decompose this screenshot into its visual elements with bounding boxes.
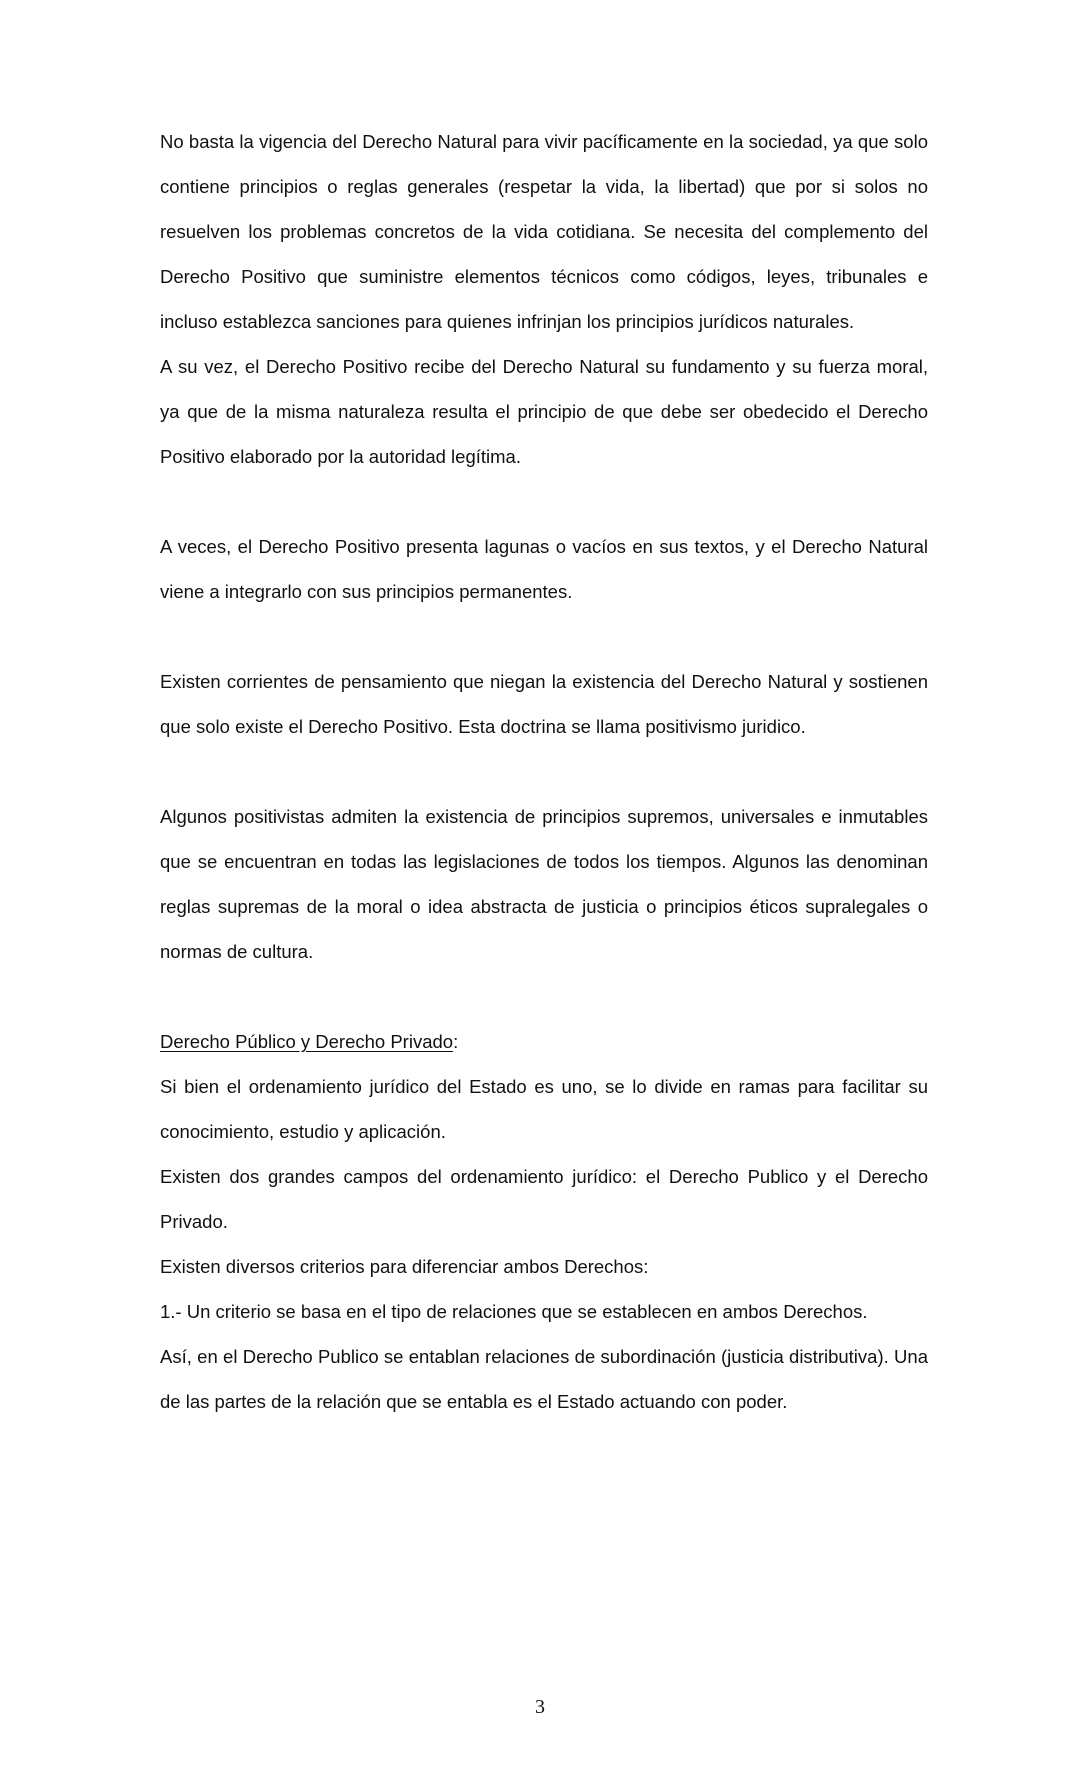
section-heading-text: Derecho Público y Derecho Privado xyxy=(160,1031,454,1052)
document-body xyxy=(160,119,928,1424)
paragraph-lagunas: A veces, el Derecho Positivo presenta lagunas o vacíos en sus textos, y el Derecho Natural viene a integrarlo con sus principios permanentes. xyxy=(160,536,928,602)
section-heading-colon: : xyxy=(453,1031,459,1052)
paragraph-positivismo: Existen corrientes de pensamiento que niegan la existencia del Derecho Natural y sostienen que solo existe el Derecho Positivo. Esta doctrina se llama positivismo juridico. xyxy=(160,671,928,737)
paragraph-derecho-natural: No basta la vigencia del Derecho Natural para vivir pacíficamente en la sociedad, ya que solo contiene principios o reglas generales (respetar la vida, la libertad) que por si solos no resuelven los problemas concretos de la vida cotidiana. Se necesita del complemento del Derecho Positivo que suministre elementos técnicos como códigos, leyes, tribunales e incluso establezca sanciones para quienes infrinjan los principios jurídicos naturales. xyxy=(160,131,928,332)
page-number: 3 xyxy=(535,1696,545,1718)
paragraph-derecho-positivo-fundamento: A su vez, el Derecho Positivo recibe del Derecho Natural su fundamento y su fuerza moral, ya que de la misma naturaleza resulta el principio de que debe ser obedecido el Derecho Positivo elaborado por la autoridad legítima. xyxy=(160,356,928,467)
paragraph-criterios: Existen diversos criterios para diferenciar ambos Derechos: xyxy=(160,1256,649,1277)
paragraph-subordinacion: Así, en el Derecho Publico se entablan relaciones de subordinación (justicia distributiva). Una de las partes de la relación que se entabla es el Estado actuando con poder. xyxy=(160,1346,928,1412)
paragraph-criterio-1: 1.- Un criterio se basa en el tipo de relaciones que se establecen en ambos Derechos. xyxy=(160,1301,868,1322)
paragraph-ordenamiento: Si bien el ordenamiento jurídico del Estado es uno, se lo divide en ramas para facilitar su conocimiento, estudio y aplicación. xyxy=(160,1076,928,1142)
paragraph-principios-supremos: Algunos positivistas admiten la existencia de principios supremos, universales e inmutables que se encuentran en todas las legislaciones de todos los tiempos. Algunos las denominan reglas supremas de la moral o idea abstracta de justicia o principios éticos supralegales o normas de cultura. xyxy=(160,806,928,962)
paragraph-dos-campos: Existen dos grandes campos del ordenamiento jurídico: el Derecho Publico y el Derecho Privado. xyxy=(160,1166,928,1232)
section-heading xyxy=(160,1019,928,1064)
